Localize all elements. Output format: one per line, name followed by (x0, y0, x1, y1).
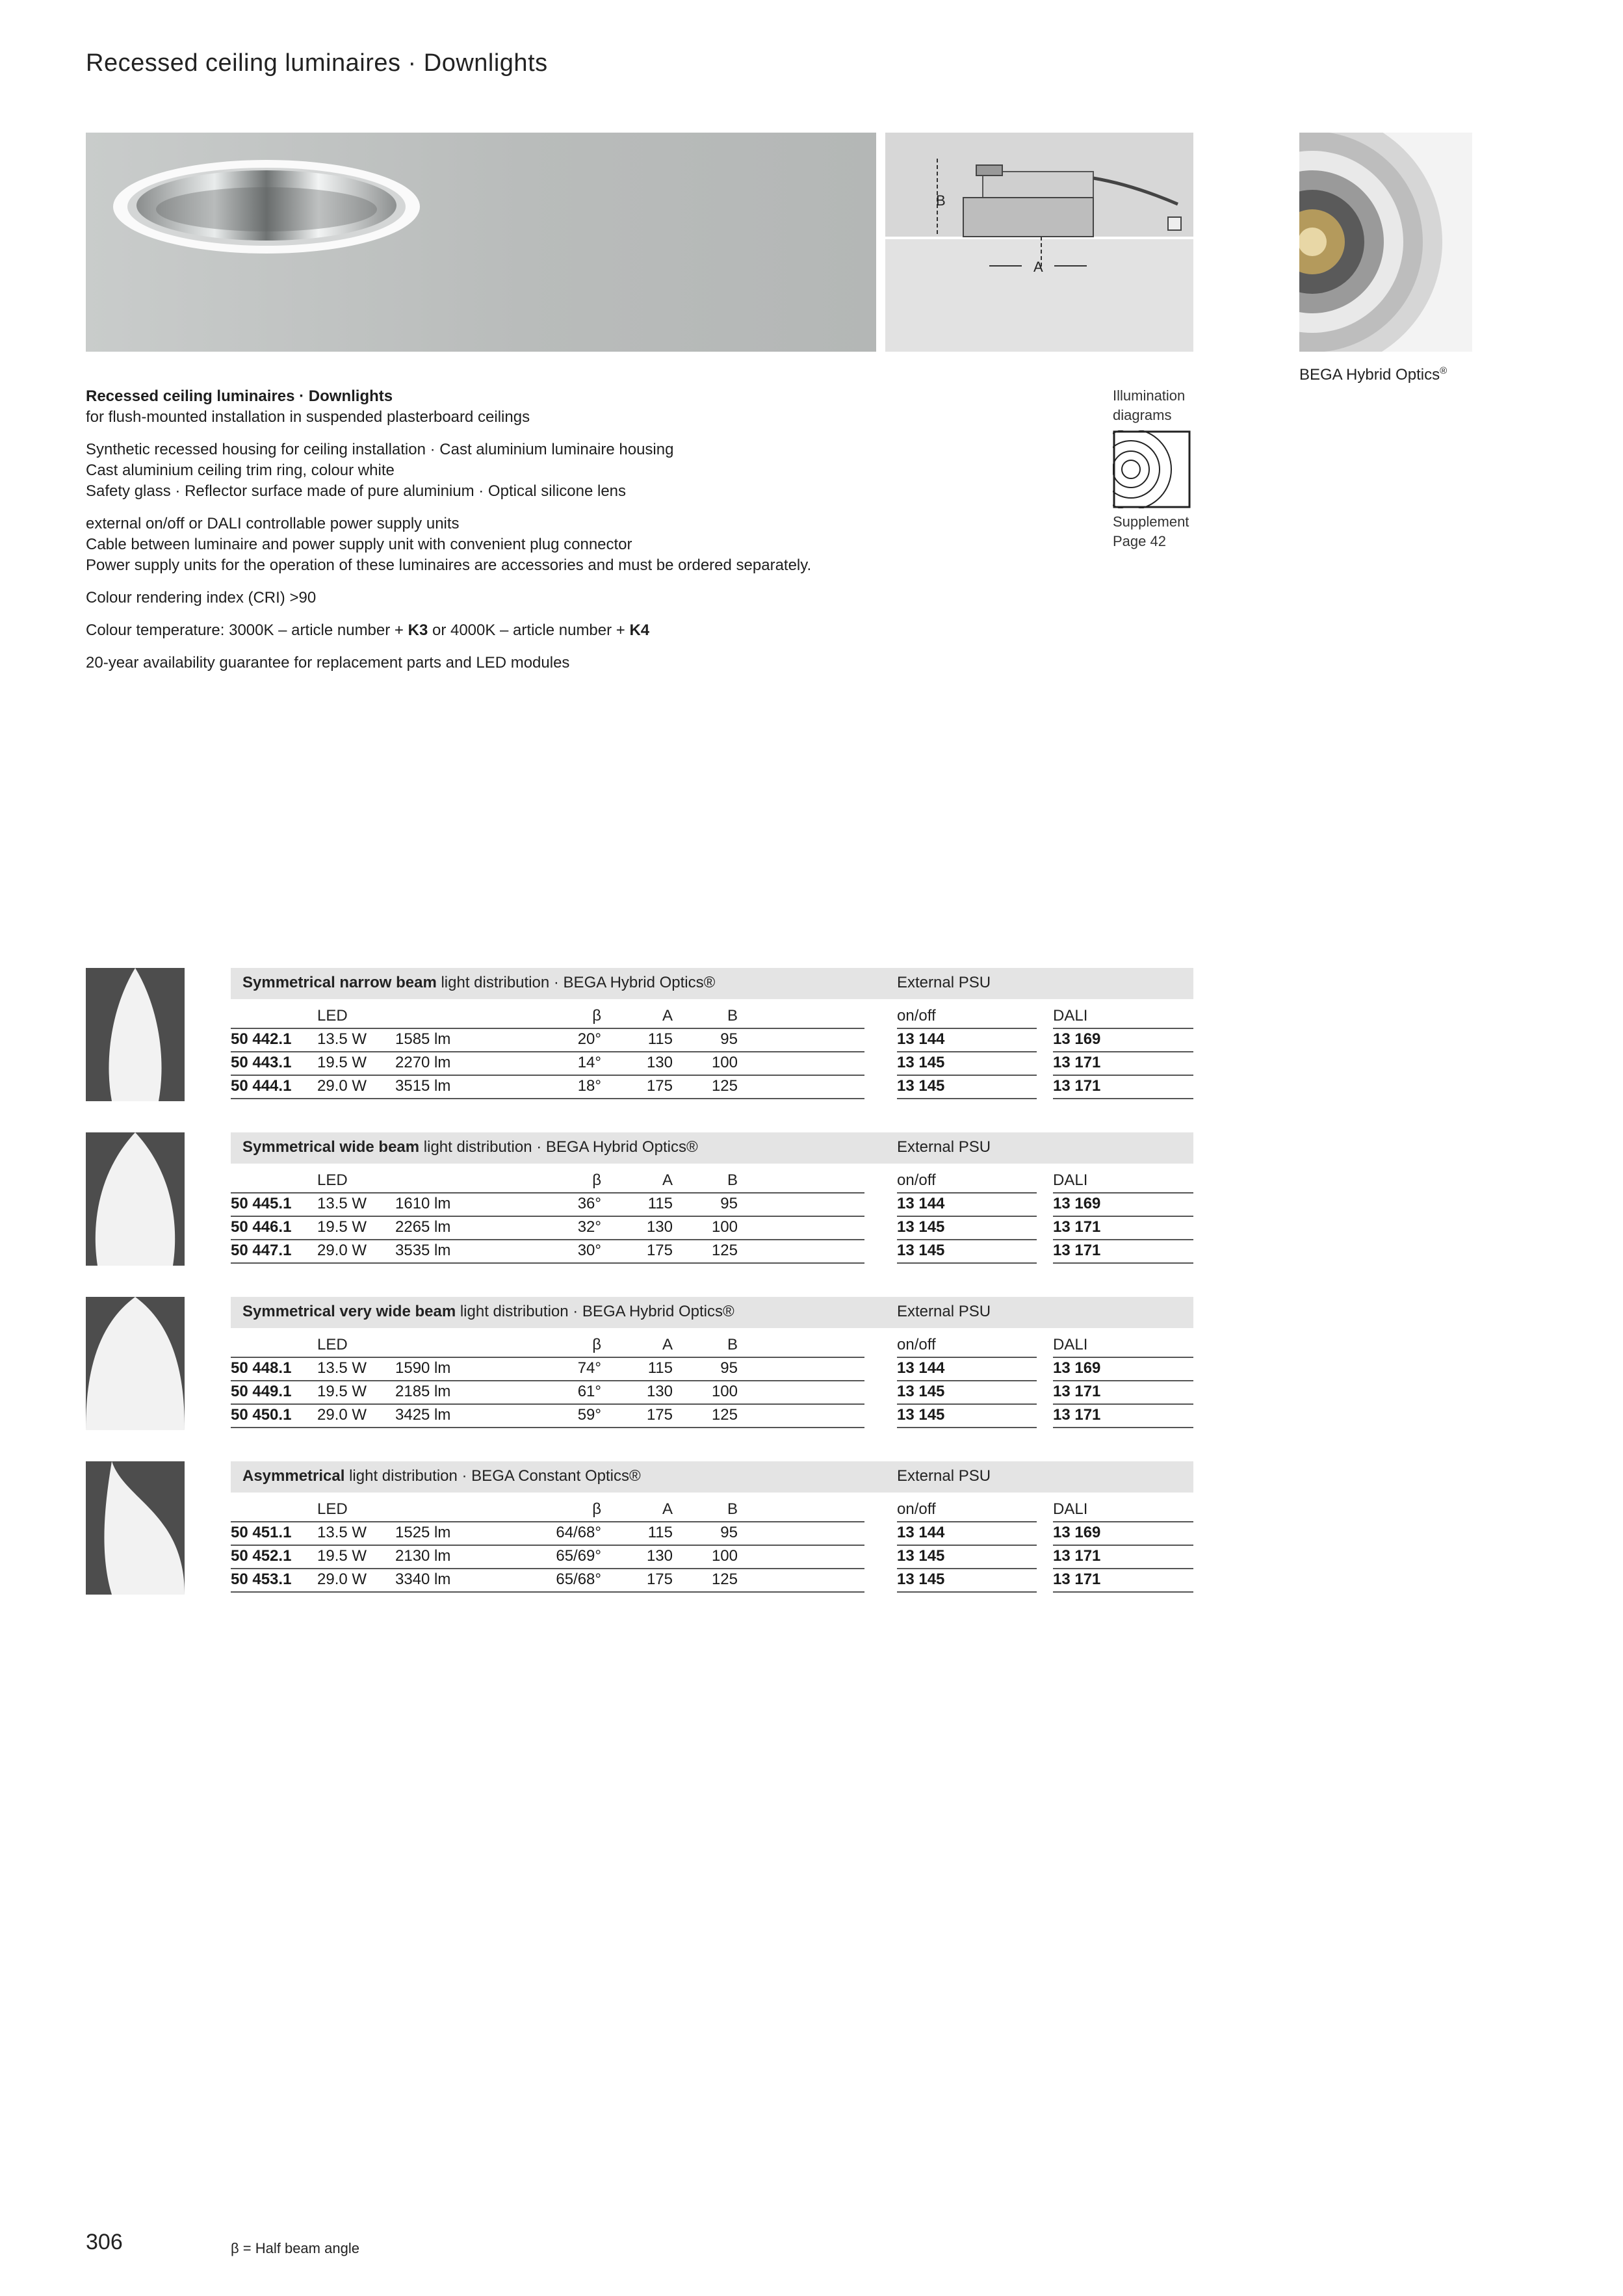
column-header-a: A (662, 1500, 673, 1518)
table-cell-a: 175 (646, 1406, 673, 1424)
footnote: β = Half beam angle (231, 2240, 359, 2256)
illumination-diagram-icon[interactable] (1113, 430, 1191, 508)
table-cell-b: 125 (711, 1571, 738, 1588)
column-header-a: A (662, 1007, 673, 1024)
table-cell-dali: 13 171 (1053, 1077, 1101, 1095)
table-cell-lumen: 1525 lm (395, 1524, 451, 1541)
group-header (231, 1132, 1193, 1164)
table-cell-watt: 19.5 W (317, 1383, 367, 1400)
beam-thumbnail-very-wide (86, 1297, 185, 1430)
table-cell-lumen: 3340 lm (395, 1571, 451, 1588)
table-rule (231, 1545, 864, 1546)
table-cell-onoff: 13 145 (897, 1406, 945, 1424)
product-group (231, 1461, 1193, 1595)
table-cell-lumen: 2130 lm (395, 1547, 451, 1565)
table-rule (231, 1239, 864, 1240)
power-line: Power supply units for the operation of these luminaires are accessories and must be ordered separately. (86, 556, 812, 574)
table-rule (231, 1380, 864, 1381)
table-cell-dali: 13 169 (1053, 1030, 1101, 1048)
table-rule (897, 1192, 1037, 1194)
power-line: Cable between luminaire and power supply unit with convenient plug connector (86, 536, 632, 553)
product-description (86, 386, 1100, 685)
table-rule (1053, 1192, 1193, 1194)
page-number: 306 (86, 2230, 123, 2254)
column-header-onoff: on/off (897, 1336, 936, 1353)
table-cell-onoff: 13 144 (897, 1195, 945, 1212)
table-cell-b: 125 (711, 1242, 738, 1259)
table-rule (231, 1098, 864, 1099)
table-cell-article: 50 442.1 (231, 1030, 292, 1048)
table-cell-b: 95 (720, 1030, 738, 1048)
beam-thumbnail-wide (86, 1132, 185, 1266)
beam-thumbnail-asymmetrical (86, 1461, 185, 1595)
table-cell-article: 50 444.1 (231, 1077, 292, 1095)
table-rule (231, 1403, 864, 1405)
table-cell-b: 95 (720, 1359, 738, 1377)
group-title (242, 1303, 734, 1321)
table-cell-article: 50 445.1 (231, 1195, 292, 1212)
table-cell-onoff: 13 145 (897, 1242, 945, 1259)
table-cell-dali: 13 169 (1053, 1524, 1101, 1541)
group-header (231, 1297, 1193, 1328)
column-header-led: LED (317, 1336, 348, 1353)
table-cell-watt: 13.5 W (317, 1195, 367, 1212)
material-line: Synthetic recessed housing for ceiling installation · Cast aluminium luminaire housing (86, 441, 674, 458)
table-cell-dali: 13 171 (1053, 1406, 1101, 1424)
table-cell-a: 175 (646, 1077, 673, 1095)
table-cell-beta: 59° (577, 1406, 601, 1424)
table-cell-dali: 13 171 (1053, 1571, 1101, 1588)
group-title-bold: Symmetrical wide beam (242, 1138, 420, 1156)
drawing-label-a: A (1033, 259, 1043, 275)
supplement-line: Supplement (1113, 514, 1189, 530)
table-rule (897, 1075, 1037, 1076)
table-cell-onoff: 13 145 (897, 1571, 945, 1588)
table-rule (1053, 1216, 1193, 1217)
column-header-beta: β (592, 1500, 601, 1518)
external-psu-label: External PSU (897, 1138, 991, 1156)
table-cell-watt: 19.5 W (317, 1054, 367, 1071)
product-group (231, 1132, 1193, 1266)
table-rule (1053, 1239, 1193, 1240)
table-cell-watt: 13.5 W (317, 1524, 367, 1541)
table-cell-b: 95 (720, 1524, 738, 1541)
table-cell-dali: 13 171 (1053, 1218, 1101, 1236)
table-cell-onoff: 13 144 (897, 1030, 945, 1048)
table-cell-a: 175 (646, 1571, 673, 1588)
column-header-b: B (727, 1171, 738, 1189)
table-cell-a: 130 (646, 1054, 673, 1071)
table-rule (897, 1098, 1037, 1099)
group-title-rest: light distribution · BEGA Constant Optics® (344, 1467, 641, 1485)
table-rule (1053, 1051, 1193, 1052)
supplement-reference (1113, 512, 1210, 551)
colour-temp-k4: K4 (629, 621, 650, 639)
table-cell-lumen: 2265 lm (395, 1218, 451, 1236)
table-rule (1053, 1403, 1193, 1405)
table-cell-article: 50 453.1 (231, 1571, 292, 1588)
table-rule (1053, 1380, 1193, 1381)
table-rule (231, 1568, 864, 1569)
downlight-ring-illustration (86, 133, 876, 352)
table-rule (231, 1051, 864, 1052)
table-cell-article: 50 450.1 (231, 1406, 292, 1424)
table-cell-a: 130 (646, 1547, 673, 1565)
column-header-led: LED (317, 1500, 348, 1518)
page-title: Recessed ceiling luminaires · Downlights (86, 49, 548, 77)
table-cell-beta: 32° (577, 1218, 601, 1236)
material-line: Safety glass · Reflector surface made of pure aluminium · Optical silicone lens (86, 482, 627, 500)
table-rule (1053, 1427, 1193, 1428)
guarantee-line: 20-year availability guarantee for replacement parts and LED modules (86, 654, 570, 672)
table-cell-watt: 13.5 W (317, 1359, 367, 1377)
column-header-beta: β (592, 1007, 601, 1024)
supplement-page: Page 42 (1113, 533, 1166, 549)
table-rule (1053, 1591, 1193, 1593)
dimension-drawing (885, 133, 1193, 352)
column-header-b: B (727, 1336, 738, 1353)
external-psu-label: External PSU (897, 974, 991, 991)
colour-temp-prefix: Colour temperature: 3000K – article number + (86, 621, 408, 639)
table-cell-watt: 19.5 W (317, 1218, 367, 1236)
table-cell-lumen: 3425 lm (395, 1406, 451, 1424)
table-cell-beta: 74° (577, 1359, 601, 1377)
column-header-b: B (727, 1500, 738, 1518)
table-cell-beta: 18° (577, 1077, 601, 1095)
table-cell-watt: 19.5 W (317, 1547, 367, 1565)
group-title-rest: light distribution · BEGA Hybrid Optics® (436, 974, 716, 991)
table-rule (231, 1591, 864, 1593)
table-rule (897, 1380, 1037, 1381)
table-cell-onoff: 13 145 (897, 1383, 945, 1400)
table-cell-a: 130 (646, 1383, 673, 1400)
column-header-dali: DALI (1053, 1500, 1088, 1518)
table-cell-a: 175 (646, 1242, 673, 1259)
table-cell-watt: 29.0 W (317, 1242, 367, 1259)
table-rule (897, 1357, 1037, 1358)
description-heading: Recessed ceiling luminaires · Downlights (86, 387, 393, 405)
table-rule (1053, 1568, 1193, 1569)
table-cell-b: 95 (720, 1195, 738, 1212)
table-cell-onoff: 13 145 (897, 1054, 945, 1071)
column-header-b: B (727, 1007, 738, 1024)
table-cell-b: 125 (711, 1077, 738, 1095)
product-photo (86, 133, 876, 352)
table-cell-b: 100 (711, 1054, 738, 1071)
table-cell-b: 100 (711, 1383, 738, 1400)
group-title-rest: light distribution · BEGA Hybrid Optics® (419, 1138, 698, 1156)
table-cell-dali: 13 171 (1053, 1242, 1101, 1259)
column-header-onoff: on/off (897, 1500, 936, 1518)
table-cell-article: 50 443.1 (231, 1054, 292, 1071)
table-cell-lumen: 1610 lm (395, 1195, 451, 1212)
table-cell-article: 50 447.1 (231, 1242, 292, 1259)
table-rule (1053, 1545, 1193, 1546)
table-cell-lumen: 2270 lm (395, 1054, 451, 1071)
table-rule (897, 1427, 1037, 1428)
table-cell-watt: 29.0 W (317, 1406, 367, 1424)
group-title-bold: Symmetrical narrow beam (242, 974, 437, 991)
group-header (231, 968, 1193, 999)
table-rule (1053, 1098, 1193, 1099)
table-cell-lumen: 3535 lm (395, 1242, 451, 1259)
table-rule (897, 1521, 1037, 1522)
column-header-led: LED (317, 1007, 348, 1024)
table-rule (231, 1357, 864, 1358)
table-cell-beta: 36° (577, 1195, 601, 1212)
column-header-onoff: on/off (897, 1171, 936, 1189)
table-rule (231, 1427, 864, 1428)
column-header-dali: DALI (1053, 1007, 1088, 1024)
table-cell-watt: 29.0 W (317, 1077, 367, 1095)
column-header-onoff: on/off (897, 1007, 936, 1024)
table-cell-article: 50 449.1 (231, 1383, 292, 1400)
registered-mark: ® (1440, 365, 1448, 376)
table-cell-dali: 13 169 (1053, 1359, 1101, 1377)
table-rule (231, 1216, 864, 1217)
illumination-label-line: diagrams (1113, 407, 1172, 423)
table-cell-beta: 65/69° (556, 1547, 601, 1565)
group-title (242, 974, 715, 992)
table-cell-lumen: 1590 lm (395, 1359, 451, 1377)
table-cell-onoff: 13 144 (897, 1524, 945, 1541)
table-cell-b: 125 (711, 1406, 738, 1424)
table-cell-watt: 13.5 W (317, 1030, 367, 1048)
colour-temperature-line (86, 620, 1100, 641)
table-cell-beta: 65/68° (556, 1571, 601, 1588)
table-cell-article: 50 448.1 (231, 1359, 292, 1377)
optic-caption (1299, 365, 1447, 384)
product-group (231, 1297, 1193, 1430)
table-cell-beta: 20° (577, 1030, 601, 1048)
table-cell-watt: 29.0 W (317, 1571, 367, 1588)
table-cell-beta: 14° (577, 1054, 601, 1071)
table-rule (1053, 1028, 1193, 1029)
optic-caption-text: BEGA Hybrid Optics (1299, 366, 1440, 384)
table-rule (231, 1028, 864, 1029)
column-header-beta: β (592, 1336, 601, 1353)
table-rule (897, 1051, 1037, 1052)
table-cell-onoff: 13 144 (897, 1359, 945, 1377)
table-rule (231, 1192, 864, 1194)
column-header-beta: β (592, 1171, 601, 1189)
table-cell-beta: 61° (577, 1383, 601, 1400)
table-cell-b: 100 (711, 1547, 738, 1565)
table-cell-a: 115 (647, 1195, 673, 1212)
table-cell-a: 115 (647, 1524, 673, 1541)
table-cell-onoff: 13 145 (897, 1218, 945, 1236)
group-title (242, 1467, 641, 1485)
table-cell-article: 50 451.1 (231, 1524, 292, 1541)
table-cell-dali: 13 171 (1053, 1547, 1101, 1565)
material-line: Cast aluminium ceiling trim ring, colour white (86, 462, 395, 479)
external-psu-label: External PSU (897, 1303, 991, 1320)
product-group (231, 968, 1193, 1101)
table-rule (1053, 1357, 1193, 1358)
table-cell-a: 115 (647, 1030, 673, 1048)
table-rule (897, 1239, 1037, 1240)
group-title-bold: Asymmetrical (242, 1467, 345, 1485)
beam-thumbnail-narrow (86, 968, 185, 1101)
table-cell-onoff: 13 145 (897, 1547, 945, 1565)
cri-line: Colour rendering index (CRI) >90 (86, 589, 317, 607)
table-rule (1053, 1521, 1193, 1522)
table-cell-onoff: 13 145 (897, 1077, 945, 1095)
group-title-rest: light distribution · BEGA Hybrid Optics® (456, 1303, 734, 1320)
external-psu-label: External PSU (897, 1467, 991, 1485)
table-cell-dali: 13 171 (1053, 1383, 1101, 1400)
colour-temp-k3: K3 (408, 621, 428, 639)
column-header-a: A (662, 1171, 673, 1189)
column-header-dali: DALI (1053, 1336, 1088, 1353)
optic-photo (1299, 133, 1472, 352)
table-cell-b: 100 (711, 1218, 738, 1236)
description-subheading: for flush-mounted installation in suspended plasterboard ceilings (86, 408, 530, 426)
table-rule (231, 1262, 864, 1264)
table-cell-a: 115 (647, 1359, 673, 1377)
table-cell-lumen: 1585 lm (395, 1030, 451, 1048)
column-header-led: LED (317, 1171, 348, 1189)
table-rule (897, 1591, 1037, 1593)
table-rule (897, 1568, 1037, 1569)
table-rule (897, 1545, 1037, 1546)
table-cell-article: 50 446.1 (231, 1218, 292, 1236)
table-cell-a: 130 (646, 1218, 673, 1236)
table-rule (231, 1521, 864, 1522)
drawing-label-b: B (936, 192, 946, 209)
table-rule (897, 1028, 1037, 1029)
table-rule (231, 1075, 864, 1076)
table-cell-dali: 13 169 (1053, 1195, 1101, 1212)
group-title (242, 1138, 698, 1156)
group-header (231, 1461, 1193, 1493)
illumination-label-line: Illumination (1113, 387, 1186, 404)
table-cell-dali: 13 171 (1053, 1054, 1101, 1071)
column-header-a: A (662, 1336, 673, 1353)
power-line: external on/off or DALI controllable power supply units (86, 515, 460, 532)
table-cell-article: 50 452.1 (231, 1547, 292, 1565)
table-rule (1053, 1075, 1193, 1076)
table-rule (897, 1262, 1037, 1264)
colour-temp-mid: or 4000K – article number + (428, 621, 630, 639)
table-rule (897, 1403, 1037, 1405)
table-rule (897, 1216, 1037, 1217)
table-rule (1053, 1262, 1193, 1264)
table-cell-lumen: 3515 lm (395, 1077, 451, 1095)
column-header-dali: DALI (1053, 1171, 1088, 1189)
group-title-bold: Symmetrical very wide beam (242, 1303, 456, 1320)
table-cell-beta: 30° (577, 1242, 601, 1259)
illumination-label (1113, 386, 1210, 425)
table-cell-beta: 64/68° (556, 1524, 601, 1541)
table-cell-lumen: 2185 lm (395, 1383, 451, 1400)
